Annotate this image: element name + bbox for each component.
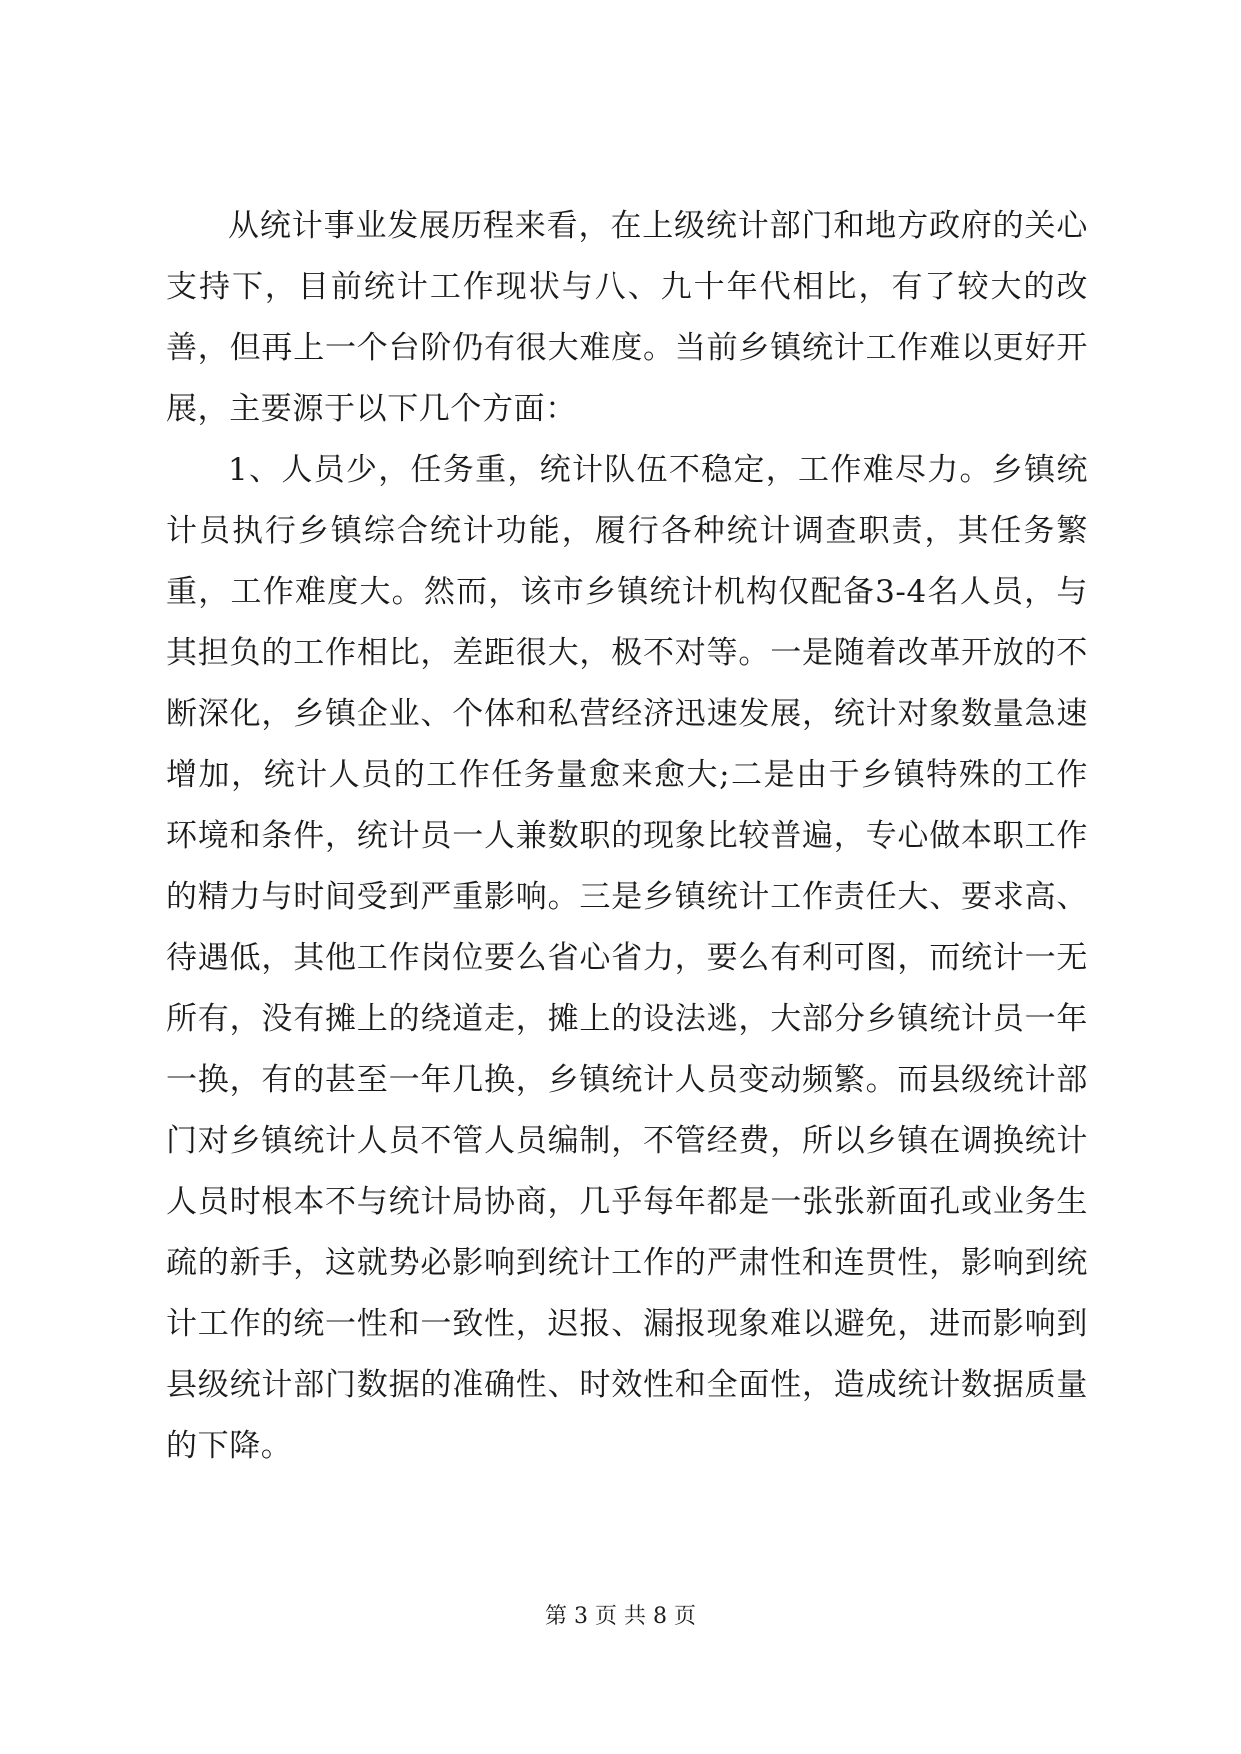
page-number-footer: 第 3 页 共 8 页 xyxy=(545,1604,696,1629)
paragraph-intro: 从统计事业发展历程来看，在上级统计部门和地方政府的关心支持下，目前统计工作现状与八、九十年代相比，有了较大的改善，但再上一个台阶仍有很大难度。当前乡镇统计工作难以更好开展，主要源于以下几个方面： xyxy=(166,208,1088,427)
document-body xyxy=(166,196,1088,1477)
paragraph-point-1: 1、人员少，任务重，统计队伍不稳定，工作难尽力。乡镇统计员执行乡镇综合统计功能，履行各种统计调查职责，其任务繁重，工作难度大。然而，该市乡镇统计机构仅配备3-4名人员，与其担负的工作相比，差距很大，极不对等。一是随着改革开放的不断深化，乡镇企业、个体和私营经济迅速发展，统计对象数量急速增加，统计人员的工作任务量愈来愈大;二是由于乡镇特殊的工作环境和条件，统计员一人兼数职的现象比较普遍，专心做本职工作的精力与时间受到严重影响。三是乡镇统计工作责任大、要求高、待遇低，其他工作岗位要么省心省力，要么有利可图，而统计一无所有，没有摊上的绕道走，摊上的设法逃，大部分乡镇统计员一年一换，有的甚至一年几换，乡镇统计人员变动频繁。而县级统计部门对乡镇统计人员不管人员编制，不管经费，所以乡镇在调换统计人员时根本不与统计局协商，几乎每年都是一张张新面孔或业务生疏的新手，这就势必影响到统计工作的严肃性和连贯性，影响到统计工作的统一性和一致性，迟报、漏报现象难以避免，进而影响到县级统计部门数据的准确性、时效性和全面性，造成统计数据质量的下降。 xyxy=(166,452,1088,1464)
